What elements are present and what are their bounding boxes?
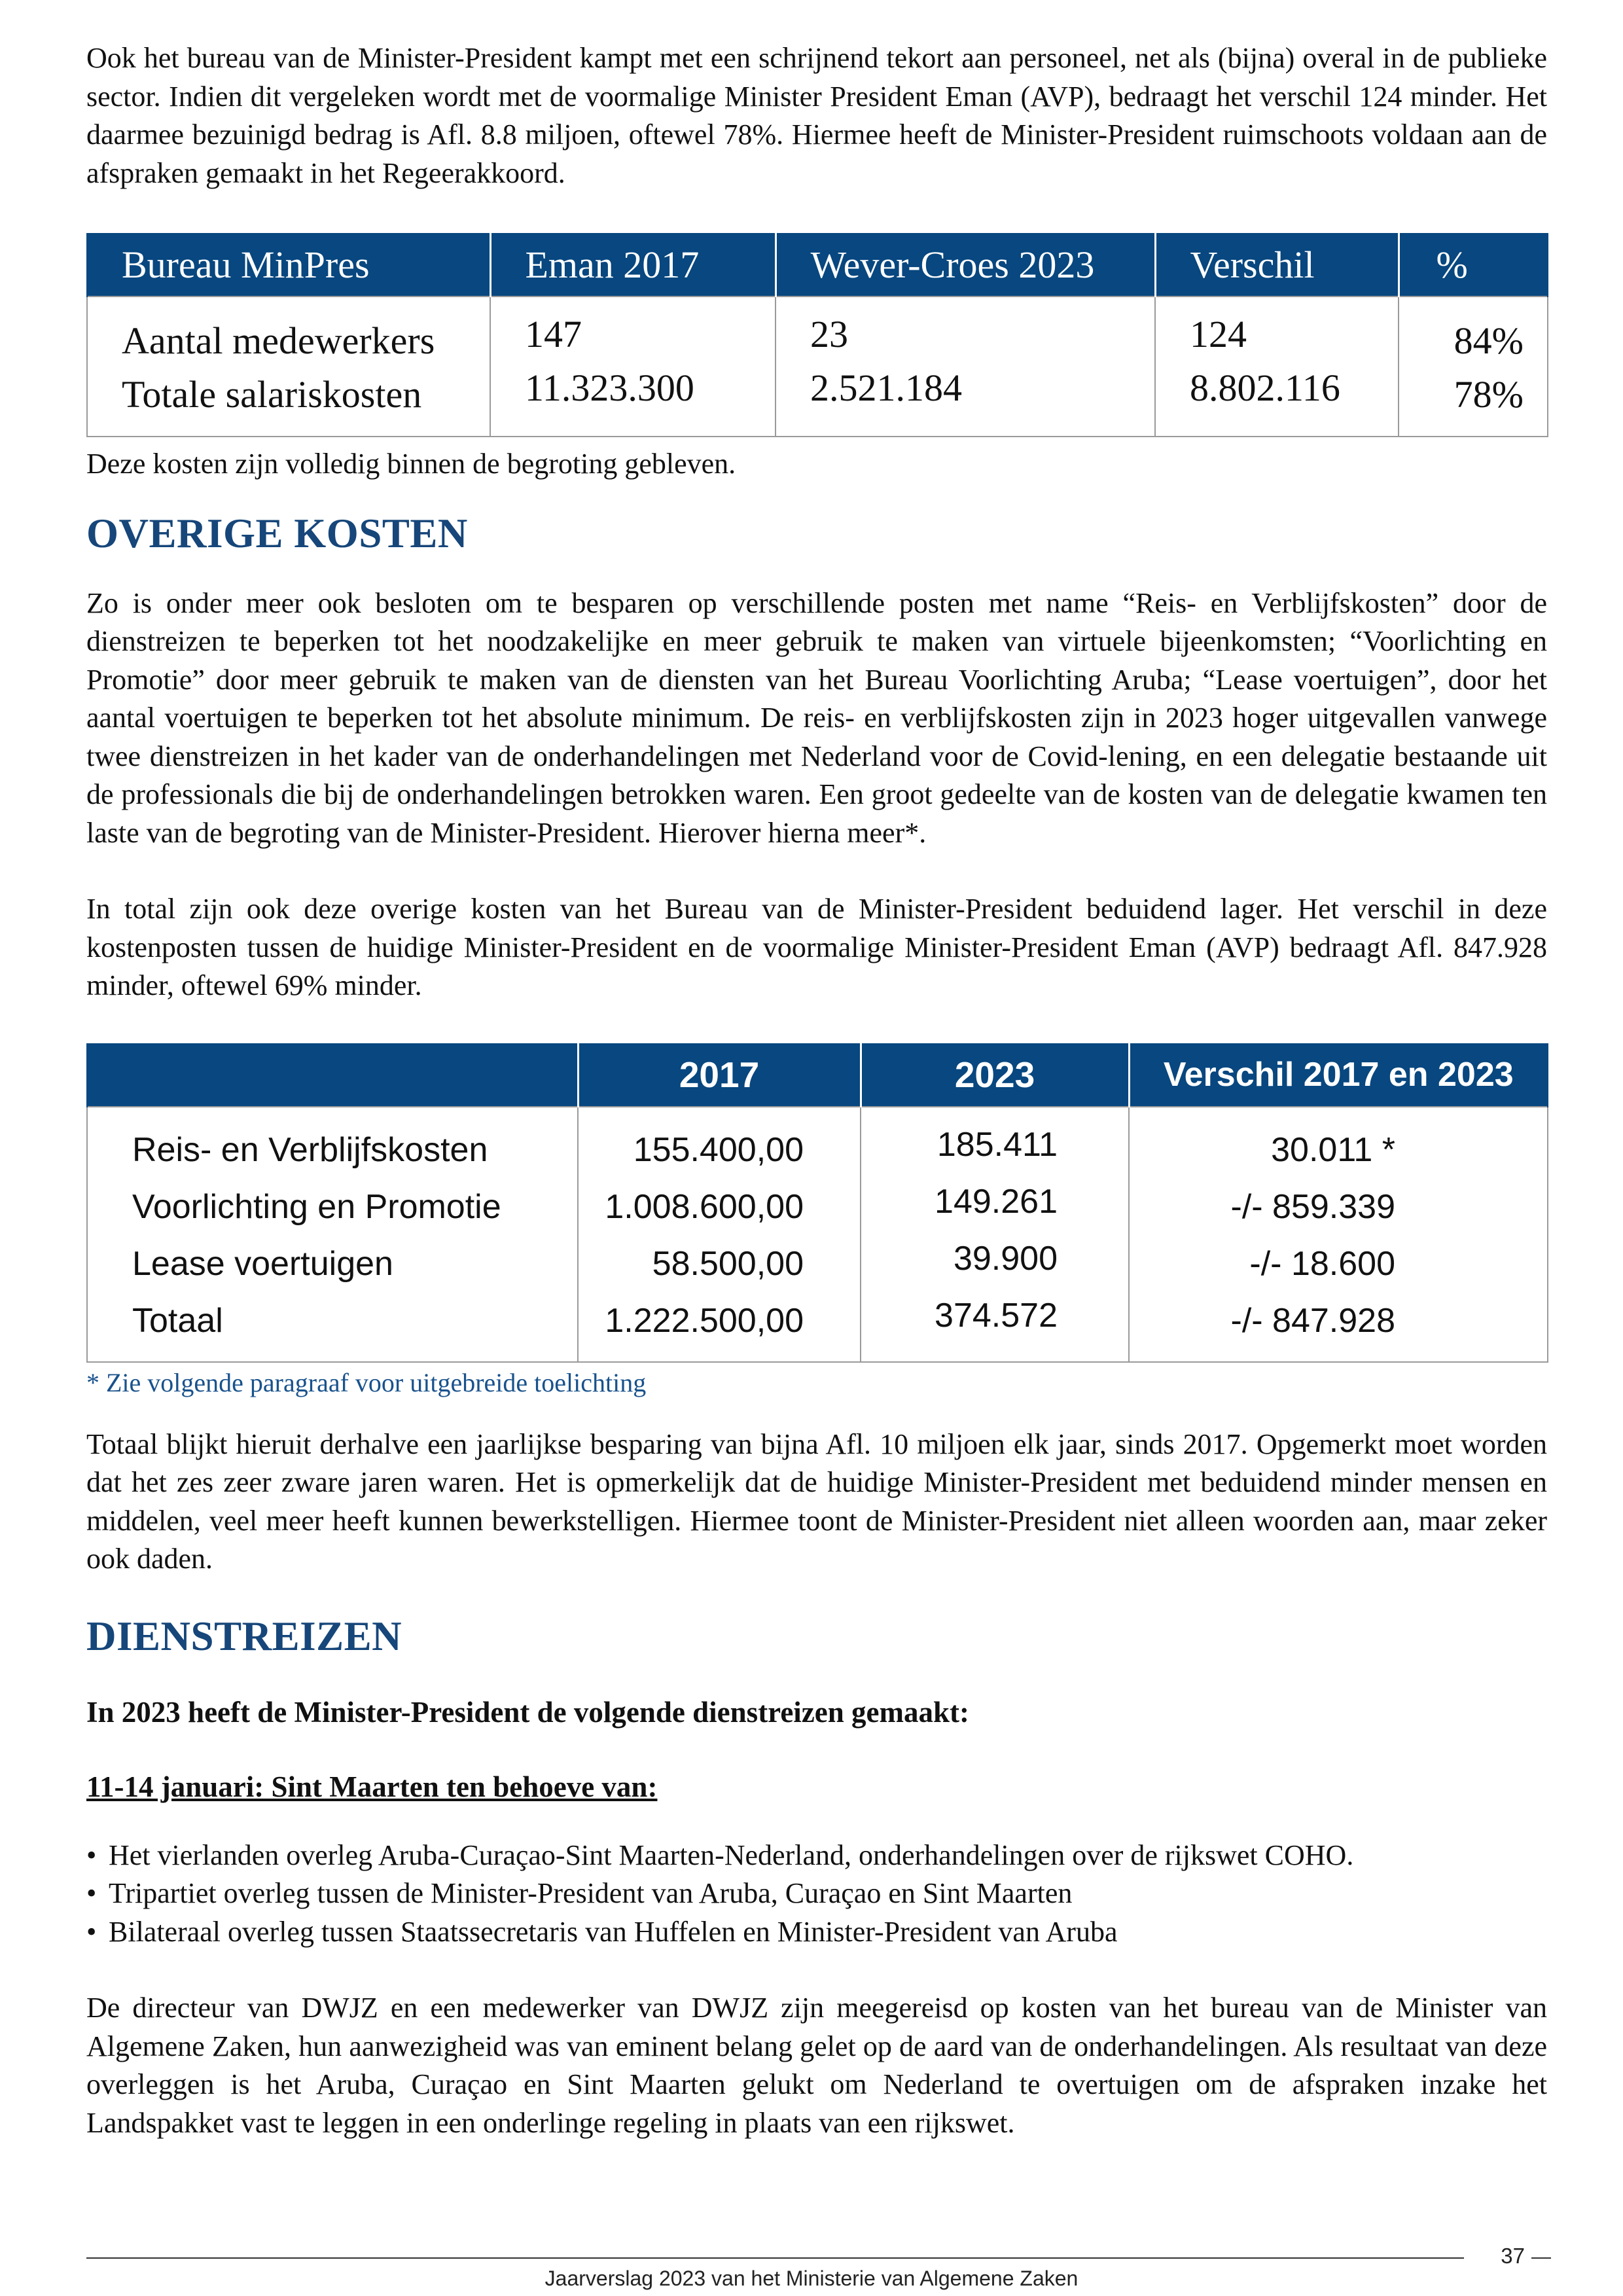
table-header-row	[87, 233, 1548, 296]
verschil-salariskosten: 8.802.116	[1190, 367, 1340, 409]
values-verschil-cell	[1129, 1107, 1548, 1362]
value-2017-voorlichting: 1.008.600,00	[605, 1187, 804, 1226]
value-verschil-totaal: -/- 847.928	[1230, 1301, 1395, 1340]
table1-note: Deze kosten zijn volledig binnen de begroting gebleven.	[86, 448, 736, 480]
value-2023-lease: 39.900	[953, 1239, 1058, 1278]
heading-overige-kosten: OVERIGE KOSTEN	[86, 510, 468, 556]
value-2017-reis: 155.400,00	[633, 1130, 804, 1169]
page-content	[86, 39, 1547, 2142]
header-percent: %	[1399, 233, 1548, 296]
header-2017: 2017	[578, 1043, 861, 1107]
heading-dienstreizen: DIENSTREIZEN	[86, 1613, 402, 1659]
eman-2017-cell	[490, 296, 776, 437]
label-totale-salariskosten: Totale salariskosten	[122, 373, 422, 416]
dienstreizen-intro: In 2023 heeft de Minister-President de volgende dienstreizen gemaakt:	[86, 1695, 969, 1729]
value-2023-reis: 185.411	[936, 1125, 1058, 1164]
value-2023-totaal: 374.572	[935, 1296, 1058, 1335]
overige-paragraph-2: In total zijn ook deze overige kosten van het Bureau van de Minister-President beduidend lager. Het verschil in deze kostenposten tussen de huidige Minister-President en de voormalige Minister-President Eman (AVP) bedraagt Afl. 847.928 minder, oftewel 69% minder.	[86, 893, 1547, 1001]
percent-medewerkers: 84%	[1454, 319, 1524, 362]
overige-paragraph-1: Zo is onder meer ook besloten om te besparen op verschillende posten met name “Reis- en Verblijfskosten” door de dienstreizen te beperken tot het noodzakelijke en meer gebruik te maken van virtuele bijeenkomsten; “Voorlichting en Promotie” door meer gebruik te maken van de diensten van het Bureau Voorlichting Aruba; “Lease voertuigen”, door het aantal voertuigen te beperken tot het absolute minimum. De reis- en verblijfskosten zijn in 2023 hoger uitgevallen vanwege twee dienstreizen in het kader van de onderhandelingen met Nederland voor de Covid-lening, en een delegatie bestaande uit de professionals die bij de onderhandelingen betrokken waren. Een groot gedeelte van de kosten van de delegatie kwamen ten laste van de begroting van de Minister-President. Hierover hierna meer*.	[86, 586, 1547, 849]
header-empty	[87, 1043, 578, 1107]
value-verschil-voorlichting: -/- 859.339	[1230, 1187, 1395, 1226]
value-verschil-lease: -/- 18.600	[1249, 1244, 1395, 1283]
table-header-row	[87, 1043, 1548, 1107]
bullet-icon: •	[86, 1877, 97, 1909]
values-2017-cell	[578, 1107, 861, 1362]
trip-bullet-list	[86, 1837, 1547, 1952]
intro-paragraph: Ook het bureau van de Minister-President kampt met een schrijnend tekort aan personeel, net als (bijna) overal in de publieke sector. Indien dit vergeleken wordt met de voormalige Minister President Eman (AVP), bedraagt het verschil 124 minder. Het daarmee bezuinigd bedrag is Afl. 8.8 miljoen, oftewel 78%. Hiermee heeft de Minister-President ruimschoots voldaan aan de afspraken gemaakt in het Regeerakkoord.	[86, 42, 1547, 189]
bullet-icon: •	[86, 1839, 97, 1871]
wever-croes-2023-cell	[776, 296, 1155, 437]
value-verschil-reis: 30.011 *	[1271, 1130, 1395, 1169]
header-wever-croes-2023: Wever-Croes 2023	[776, 233, 1155, 296]
staff-cost-table	[86, 233, 1548, 437]
cost-labels-cell	[87, 1107, 578, 1362]
bullet-text: Het vierlanden overleg Aruba-Curaçao-Sint Maarten-Nederland, onderhandelingen over de rijkswet COHO.	[109, 1839, 1354, 1871]
list-item	[86, 1913, 1547, 1952]
verschil-medewerkers: 124	[1190, 313, 1247, 355]
wever-croes-2023-medewerkers: 23	[810, 313, 848, 355]
list-item	[86, 1837, 1547, 1875]
footer-title: Jaarverslag 2023 van het Ministerie van Algemene Zaken	[544, 2267, 1079, 2290]
footer-divider-right	[1531, 2257, 1551, 2259]
trip-title: 11-14 januari: Sint Maarten ten behoeve van:	[86, 1770, 658, 1803]
table-row	[87, 1107, 1548, 1362]
header-2023: 2023	[861, 1043, 1129, 1107]
bullet-text: Bilateraal overleg tussen Staatssecretaris van Huffelen en Minister-President van Aruba	[109, 1915, 1118, 1948]
table2-footnote: * Zie volgende paragraaf voor uitgebreide toelichting	[86, 1367, 647, 1397]
other-costs-table	[86, 1043, 1548, 1363]
summary-paragraph: Totaal blijkt hieruit derhalve een jaarlijkse besparing van bijna Afl. 10 miljoen elk jaar, sinds 2017. Opgemerkt moet worden dat het zes zeer zware jaren waren. Het is opmerkelijk dat de huidige Minister-President met beduidend minder mensen en middelen, veel meer heeft kunnen bewerkstelligen. Hiermee toont de Minister-President niet alleen woorden aan, maar zeker ook daden.	[86, 1427, 1547, 1575]
bullet-icon: •	[86, 1915, 97, 1948]
label-lease-voertuigen: Lease voertuigen	[132, 1244, 393, 1283]
header-verschil: Verschil	[1155, 233, 1399, 296]
dienstreizen-paragraph: De directeur van DWJZ en een medewerker van DWJZ zijn meegereisd op kosten van het bureau van de Minister van Algemene Zaken, hun aanwezigheid was van eminent belang gelet op de aard van de onderhandelingen. Als resultaat van deze overleggen is het Aruba, Curaçao en Sint Maarten gelukt om Nederland te overtuigen om de afspraken inzake het Landspakket vast te leggen in een onderlinge regeling in plaats van een rijkswet.	[86, 1992, 1547, 2139]
header-eman-2017: Eman 2017	[490, 233, 776, 296]
table-row	[87, 296, 1548, 437]
value-2023-voorlichting: 149.261	[935, 1182, 1058, 1221]
label-aantal-medewerkers: Aantal medewerkers	[122, 319, 435, 362]
list-item	[86, 1874, 1547, 1913]
verschil-cell	[1155, 296, 1399, 437]
header-verschil-2017-2023: Verschil 2017 en 2023	[1129, 1043, 1548, 1107]
footer-divider	[86, 2257, 1464, 2259]
label-totaal: Totaal	[132, 1301, 223, 1340]
value-2017-lease: 58.500,00	[652, 1244, 804, 1283]
row-labels-cell	[87, 296, 490, 437]
percent-cell	[1399, 296, 1548, 437]
header-bureau-minpres: Bureau MinPres	[87, 233, 490, 296]
label-reis-verblijfskosten: Reis- en Verblijfskosten	[132, 1130, 488, 1169]
value-2017-totaal: 1.222.500,00	[605, 1301, 804, 1340]
bullet-text: Tripartiet overleg tussen de Minister-President van Aruba, Curaçao en Sint Maarten	[109, 1877, 1073, 1909]
wever-croes-2023-salariskosten: 2.521.184	[810, 367, 962, 409]
percent-salariskosten: 78%	[1454, 373, 1524, 416]
label-voorlichting-promotie: Voorlichting en Promotie	[132, 1187, 501, 1226]
eman-2017-medewerkers: 147	[525, 313, 582, 355]
page-number: 37	[1501, 2244, 1525, 2268]
eman-2017-salariskosten: 11.323.300	[525, 367, 694, 409]
values-2023-cell	[861, 1107, 1129, 1362]
